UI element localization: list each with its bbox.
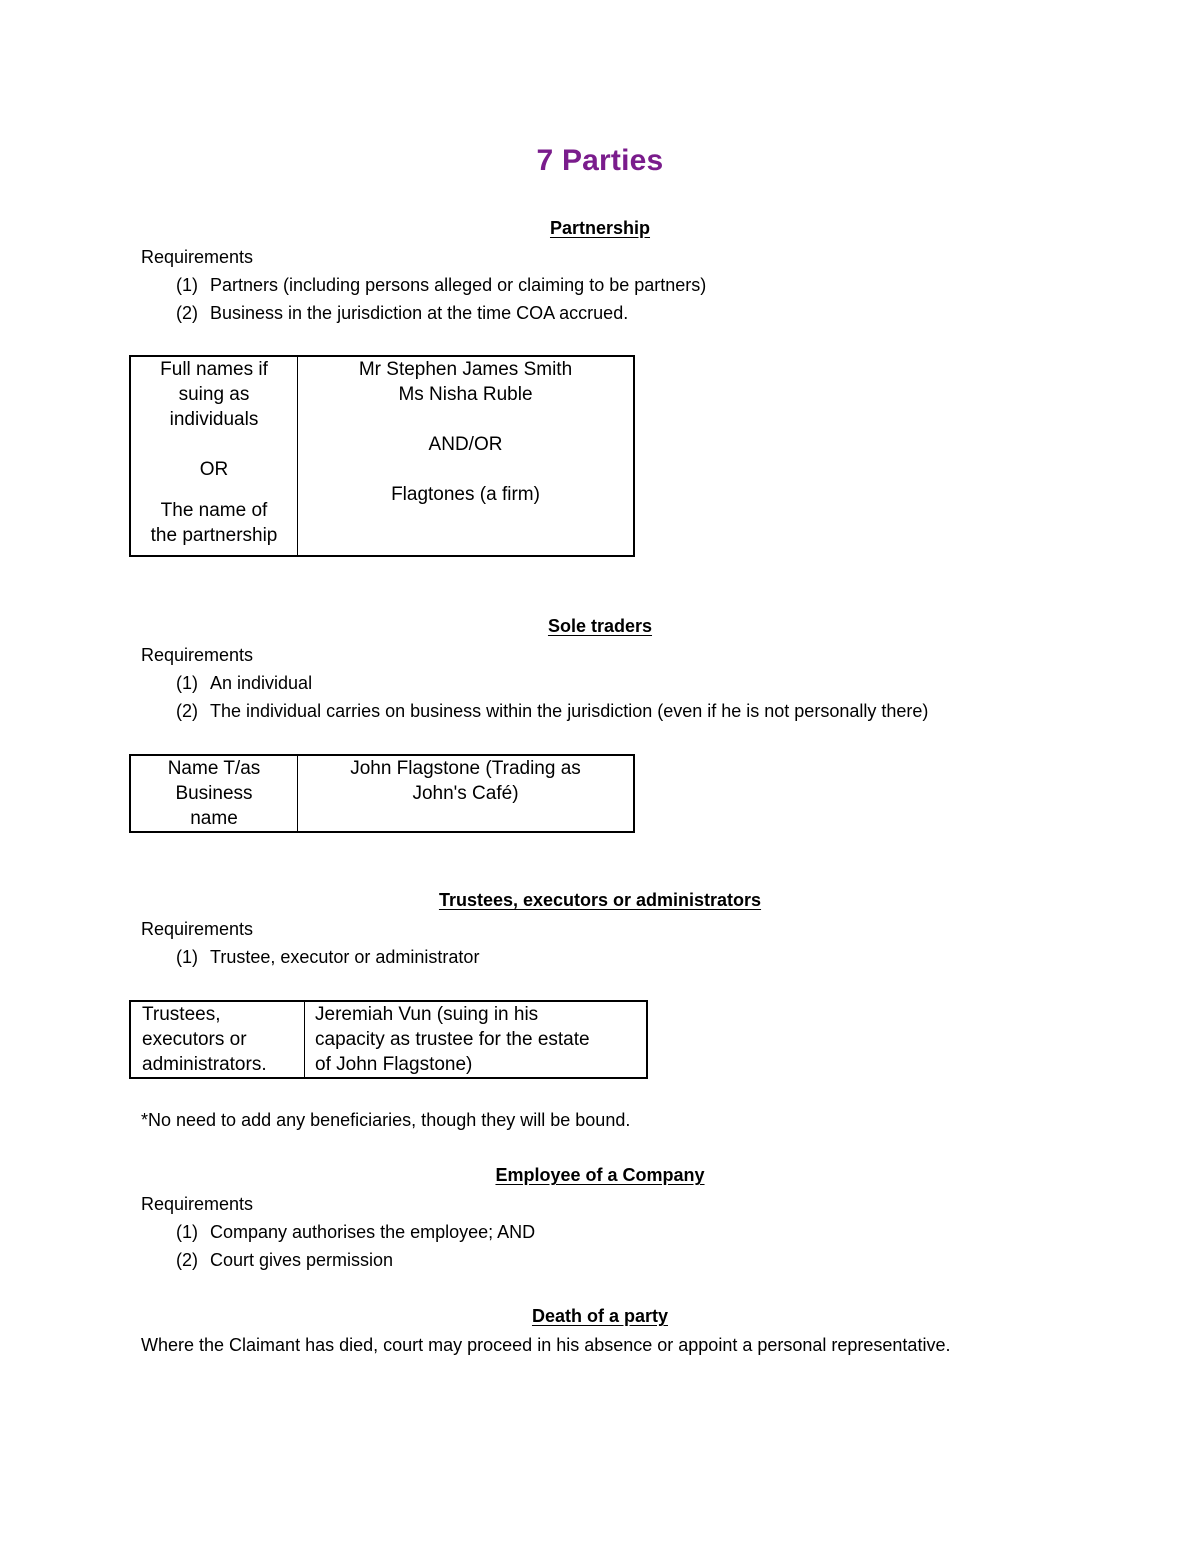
requirements-label: Requirements (141, 919, 254, 939)
requirements-label: Requirements (141, 1194, 254, 1214)
partnership-table (129, 355, 635, 557)
requirement-item (176, 700, 928, 722)
trustees-table (129, 1000, 648, 1079)
item-text: An individual (210, 673, 313, 693)
item-number: (2) (176, 303, 198, 323)
item-text: Trustee, executor or administrator (210, 947, 480, 967)
requirement-item (176, 946, 479, 968)
item-number: (1) (176, 1222, 198, 1242)
requirements-label: Requirements (141, 247, 254, 267)
section-heading-sole-traders: Sole traders (547, 616, 653, 636)
item-number: (1) (176, 275, 198, 295)
sole-trader-table (129, 754, 635, 833)
item-text: Business in the jurisdiction at the time COA accrued. (210, 303, 629, 323)
table-value-cell: Jeremiah Vun (suing in his capacity as trustee for the estate of John Flagstone) (305, 1001, 648, 1078)
item-text: The individual carries on business within the jurisdiction (even if he is not personally there) (210, 701, 929, 721)
note-text: *No need to add any beneficiaries, though they will be bound. (141, 1110, 631, 1130)
section-heading-employee: Employee of a Company (495, 1165, 705, 1185)
item-number: (1) (176, 947, 198, 967)
item-text: Partners (including persons alleged or claiming to be partners) (210, 275, 707, 295)
item-text: Company authorises the employee; AND (210, 1222, 536, 1242)
table-label-cell: Full names if suing as individuals OR The name of the partnership (130, 356, 298, 556)
requirement-item (176, 302, 628, 324)
requirement-item (176, 672, 312, 694)
death-text: Where the Claimant has died, court may proceed in his absence or appoint a personal representative. (141, 1335, 951, 1355)
item-number: (2) (176, 701, 198, 721)
table-value-cell: John Flagstone (Trading as John's Café) (298, 755, 635, 832)
item-text: Court gives permission (210, 1250, 394, 1270)
requirements-label: Requirements (141, 645, 254, 665)
requirement-item (176, 274, 706, 296)
requirement-item (176, 1221, 535, 1243)
section-heading-death: Death of a party (531, 1306, 669, 1326)
item-number: (1) (176, 673, 198, 693)
section-heading-trustees: Trustees, executors or administrators (438, 890, 762, 910)
requirement-item (176, 1249, 393, 1271)
item-number: (2) (176, 1250, 198, 1270)
table-label-cell: Trustees, executors or administrators. (130, 1001, 305, 1078)
table-value-cell: Mr Stephen James Smith Ms Nisha Ruble AND/OR Flagtones (a firm) (298, 356, 635, 556)
section-heading-partnership: Partnership (549, 218, 651, 238)
page-title: 7 Parties (536, 144, 664, 177)
table-label-cell: Name T/as Business name (130, 755, 298, 832)
